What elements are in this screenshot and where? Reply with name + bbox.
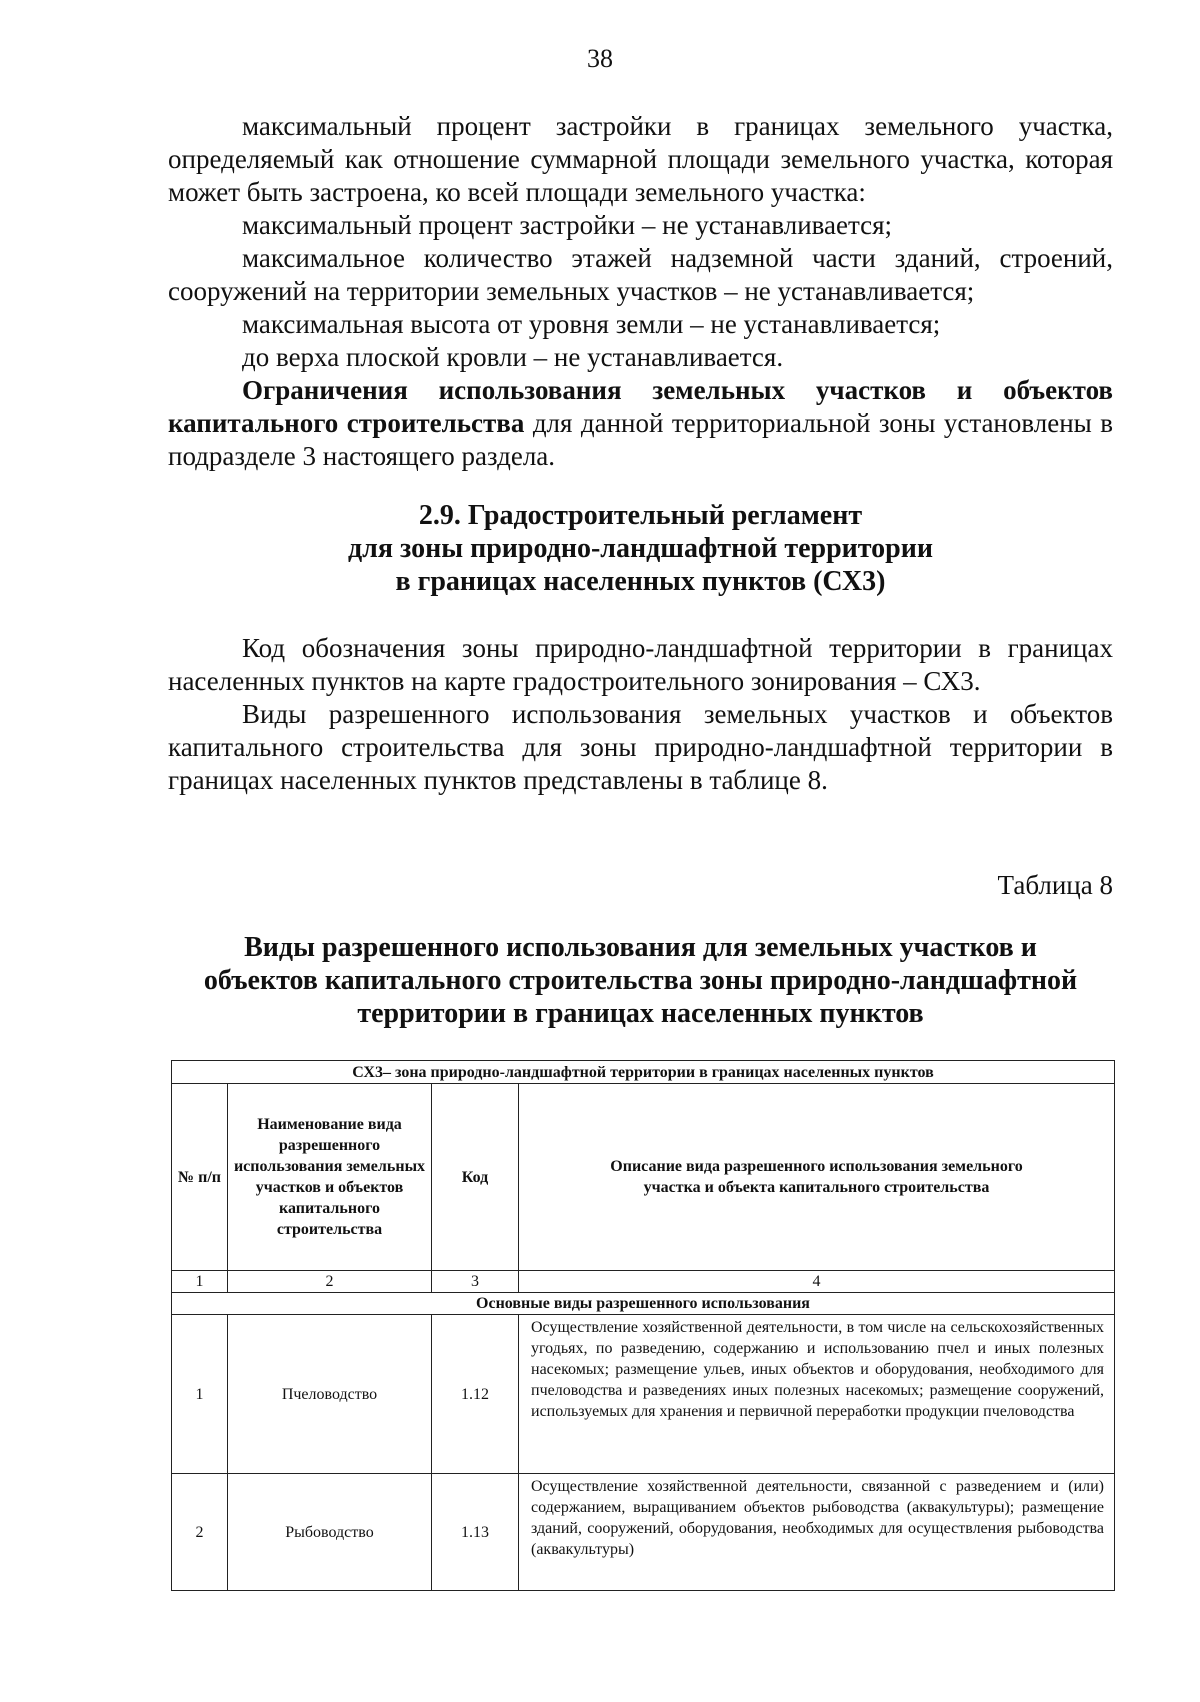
row-num: 1 (172, 1315, 228, 1474)
col-number: 1 (172, 1271, 228, 1293)
column-numbers-row (172, 1271, 1115, 1293)
heading-line: в границах населенных пунктов (СХ3) (395, 566, 886, 597)
intro-text (168, 110, 1113, 473)
paragraph (168, 374, 1113, 473)
paragraph: до верха плоской кровли – не устанавливается. (242, 342, 784, 372)
page-number: 38 (587, 44, 613, 73)
row-name: Рыбоводство (228, 1474, 432, 1591)
paragraph: Виды разрешенного использования земельных участков и объектов капитального строительства для зоны природно-ландшафтной территории в границах населенных пунктов представлены в таблице 8. (168, 699, 1113, 795)
col-number: 2 (228, 1271, 432, 1293)
header-desc: Описание вида разрешенного использования земельного участка и объекта капитального строительства (519, 1084, 1115, 1271)
title-line: Виды разрешенного использования для земельных участков и (244, 932, 1037, 963)
paragraph: максимальный процент застройки в границах земельного участка, определяемый как отношение суммарной площади земельного участка, которая может быть застроена, ко всей площади земельного участка: (168, 111, 1113, 207)
col-number: 4 (519, 1271, 1115, 1293)
row-desc: Осуществление хозяйственной деятельности, в том числе на сельскохозяйственных угодьях, по разведению, содержанию и использованию пчел и иных полезных насекомых; размещение ульев, иных объектов и оборудования, необходимого для пчеловодства и разведениях иных полезных насекомых; размещение сооружений, используемых для хранения и первичной переработки продукции пчеловодства (519, 1315, 1115, 1474)
section-heading (168, 499, 1113, 598)
row-code: 1.12 (432, 1315, 519, 1474)
title-line: объектов капитального строительства зоны природно-ландшафтной (203, 965, 1078, 996)
section-label: Основные виды разрешенного использования (172, 1293, 1115, 1315)
paragraph: максимальная высота от уровня земли – не устанавливается; (242, 309, 941, 339)
paragraph: максимальное количество этажей надземной части зданий, строений, сооружений на территории земельных участков – не устанавливается; (168, 243, 1113, 306)
body-text (168, 632, 1113, 797)
zone-header-row (172, 1061, 1115, 1084)
row-name: Пчеловодство (228, 1315, 432, 1474)
usage-table (171, 1060, 1115, 1591)
table-title (168, 931, 1113, 1030)
table-label: Таблица 8 (997, 870, 1113, 900)
header-row (172, 1084, 1115, 1271)
title-line: территории в границах населенных пунктов (357, 998, 924, 1029)
table-row (172, 1474, 1115, 1591)
row-num: 2 (172, 1474, 228, 1591)
table-row (172, 1315, 1115, 1474)
col-number: 3 (432, 1271, 519, 1293)
heading-line: 2.9. Градостроительный регламент (418, 500, 863, 531)
header-code: Код (432, 1084, 519, 1271)
section-row (172, 1293, 1115, 1315)
header-num: № п/п (172, 1084, 228, 1271)
paragraph-rest: для данной территориальной зоны установлены в подразделе 3 настоящего раздела. (168, 408, 1113, 471)
row-code: 1.13 (432, 1474, 519, 1591)
paragraph: максимальный процент застройки – не устанавливается; (242, 210, 893, 240)
heading-line: для зоны природно-ландшафтной территории (347, 533, 934, 564)
zone-header: СХ3– зона природно-ландшафтной территории в границах населенных пунктов (172, 1061, 1115, 1084)
paragraph: Код обозначения зоны природно-ландшафтной территории в границах населенных пунктов на карте градостроительного зонирования – СХ3. (168, 633, 1113, 696)
bold-lead: Ограничения использования земельных участков и объектов капитального строительства (168, 375, 1113, 438)
header-name: Наименование вида разрешенного использования земельных участков и объектов капитального строительства (228, 1084, 432, 1271)
row-desc: Осуществление хозяйственной деятельности, связанной с разведением и (или) содержанием, выращиванием объектов рыбоводства (аквакультуры); размещение зданий, сооружений, оборудования, необходимых для осуществления рыбоводства (аквакультуры) (519, 1474, 1115, 1591)
